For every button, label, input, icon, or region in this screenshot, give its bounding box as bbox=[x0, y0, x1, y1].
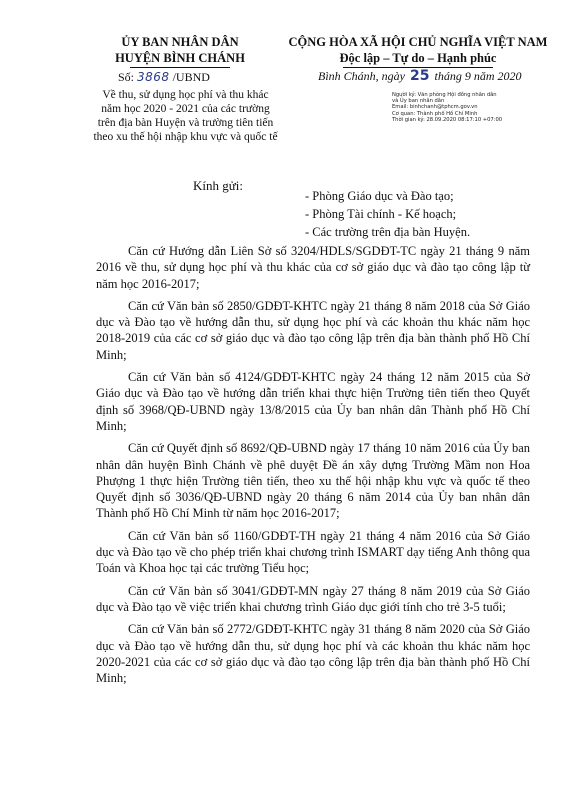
authority-underline bbox=[130, 67, 230, 68]
body-paragraph: Căn cứ Quyết định số 8692/QĐ-UBND ngày 17 tháng 10 năm 2016 của Ủy ban nhân dân huyện Bình Chánh về phê duyệt Đề án xây dựng Trường Mầm non Hoa Phượng 1 thực hiện Trường tiên tiến, theo xu thế hội nhập khu vực và quốc tế theo Quyết định số 3036/QĐ-UBND ngày 20 tháng 6 năm 2014 của Ủy ban nhân dân Thành phố Hồ Chí Minh từ năm học 2016-2017; bbox=[96, 441, 530, 521]
body-paragraph: Căn cứ Văn bản số 1160/GDĐT-TH ngày 21 tháng 4 năm 2016 của Sở Giáo dục và Đào tạo về cho phép triển khai chương trình ISMART dạy tiếng Anh thông qua Toán và Khoa học tại các trường Tiểu học; bbox=[96, 528, 530, 576]
body-paragraph: Căn cứ Văn bản số 3041/GDĐT-MN ngày 27 tháng 8 năm 2019 của Sở Giáo dục và Đào tạo về việc triển khai chương trình Giáo dục giới tính cho trẻ 3-5 tuổi; bbox=[96, 583, 530, 614]
subject-line-3: trên địa bàn Huyện và trường tiên tiến bbox=[97, 117, 274, 129]
signature-line-3: Email: binhchanh@tphcm.gov.vn bbox=[392, 104, 478, 111]
document-body bbox=[96, 243, 530, 692]
authority-line-2: HUYỆN BÌNH CHÁNH bbox=[115, 51, 245, 65]
signature-line-4: Cơ quan: Thành phố Hồ Chí Minh bbox=[392, 110, 478, 117]
doc-number-handwritten: 3868 bbox=[137, 70, 170, 84]
signature-line-5: Thời gian ký: 28.09.2020 08:17:10 +07:00 bbox=[392, 116, 503, 123]
national-motto bbox=[282, 34, 554, 68]
date-day-handwritten: 25 bbox=[410, 68, 430, 84]
body-paragraph: Căn cứ Văn bản số 2850/GDĐT-KHTC ngày 21 tháng 8 năm 2018 của Sở Giáo dục và Đào tạo về hướng dẫn thu, sử dụng học phí và các khoản thu khác năm học 2018-2019 của các cơ sở giáo dục và đào tạo công lập trên địa bàn thành phố Hồ Chí Minh; bbox=[96, 298, 530, 362]
salutation: Kính gửi: bbox=[193, 178, 244, 193]
date-after: tháng 9 năm 2020 bbox=[434, 69, 522, 83]
recipient-item: - Phòng Tài chính - Kế hoạch; bbox=[305, 207, 457, 221]
digital-signature-stamp bbox=[392, 92, 562, 123]
document-number bbox=[118, 70, 210, 85]
doc-number-prefix: Số: bbox=[118, 70, 135, 84]
date-before: Bình Chánh, ngày bbox=[318, 69, 405, 83]
body-paragraph: Căn cứ Hướng dẫn Liên Sở số 3204/HDLS/SGDĐT-TC ngày 21 tháng 9 năm 2016 về thu, sử dụng học phí và thu khác của cơ sở giáo dục và đào tạo công lập từ năm học 2016-2017; bbox=[96, 244, 530, 291]
motto-line-1: CỘNG HÒA XÃ HỘI CHỦ NGHĨA VIỆT NAM bbox=[288, 35, 548, 49]
subject-line-2: năm học 2020 - 2021 của các trường bbox=[101, 103, 270, 115]
body-paragraph: Căn cứ Văn bản số 4124/GDĐT-KHTC ngày 24 tháng 12 năm 2015 của Sở Giáo dục và Đào tạo về hướng dẫn triển khai thực hiện Trường tiên tiến theo Quyết định số 3968/QĐ-UBND ngày 13/8/2015 của Ủy ban nhân dân Thành phố Hồ Chí Minh; bbox=[96, 370, 530, 433]
authority-line-1: ỦY BAN NHÂN DÂN bbox=[121, 35, 239, 49]
motto-line-2: Độc lập – Tự do – Hạnh phúc bbox=[339, 51, 497, 65]
recipient-item: - Các trường trên địa bàn Huyện. bbox=[305, 225, 471, 239]
subject-line-4: theo xu thế hội nhập khu vực và quốc tế bbox=[93, 131, 278, 143]
subject-line-1: Về thu, sử dụng học phí và thu khác bbox=[102, 89, 269, 101]
signature-line-2: và Ủy ban nhân dân bbox=[392, 98, 445, 105]
document-date bbox=[318, 68, 521, 84]
doc-number-suffix: /UBND bbox=[172, 70, 210, 84]
recipient-item: - Phòng Giáo dục và Đào tạo; bbox=[305, 189, 454, 203]
recipient-list bbox=[305, 187, 470, 241]
issuing-authority bbox=[85, 34, 275, 68]
document-subject bbox=[88, 88, 283, 144]
signature-line-1: Người ký: Văn phòng Hội đồng nhân dân bbox=[392, 92, 497, 98]
body-paragraph: Căn cứ Văn bản số 2772/GDĐT-KHTC ngày 31 tháng 8 năm 2020 của Sở Giáo dục và Đào tạo về hướng dẫn thu, sử dụng học phí và các khoản thu khác năm học 2020-2021 của các cơ sở giáo dục và đào tạo công lập trên địa bàn thành phố Hồ Chí Minh; bbox=[96, 622, 530, 686]
